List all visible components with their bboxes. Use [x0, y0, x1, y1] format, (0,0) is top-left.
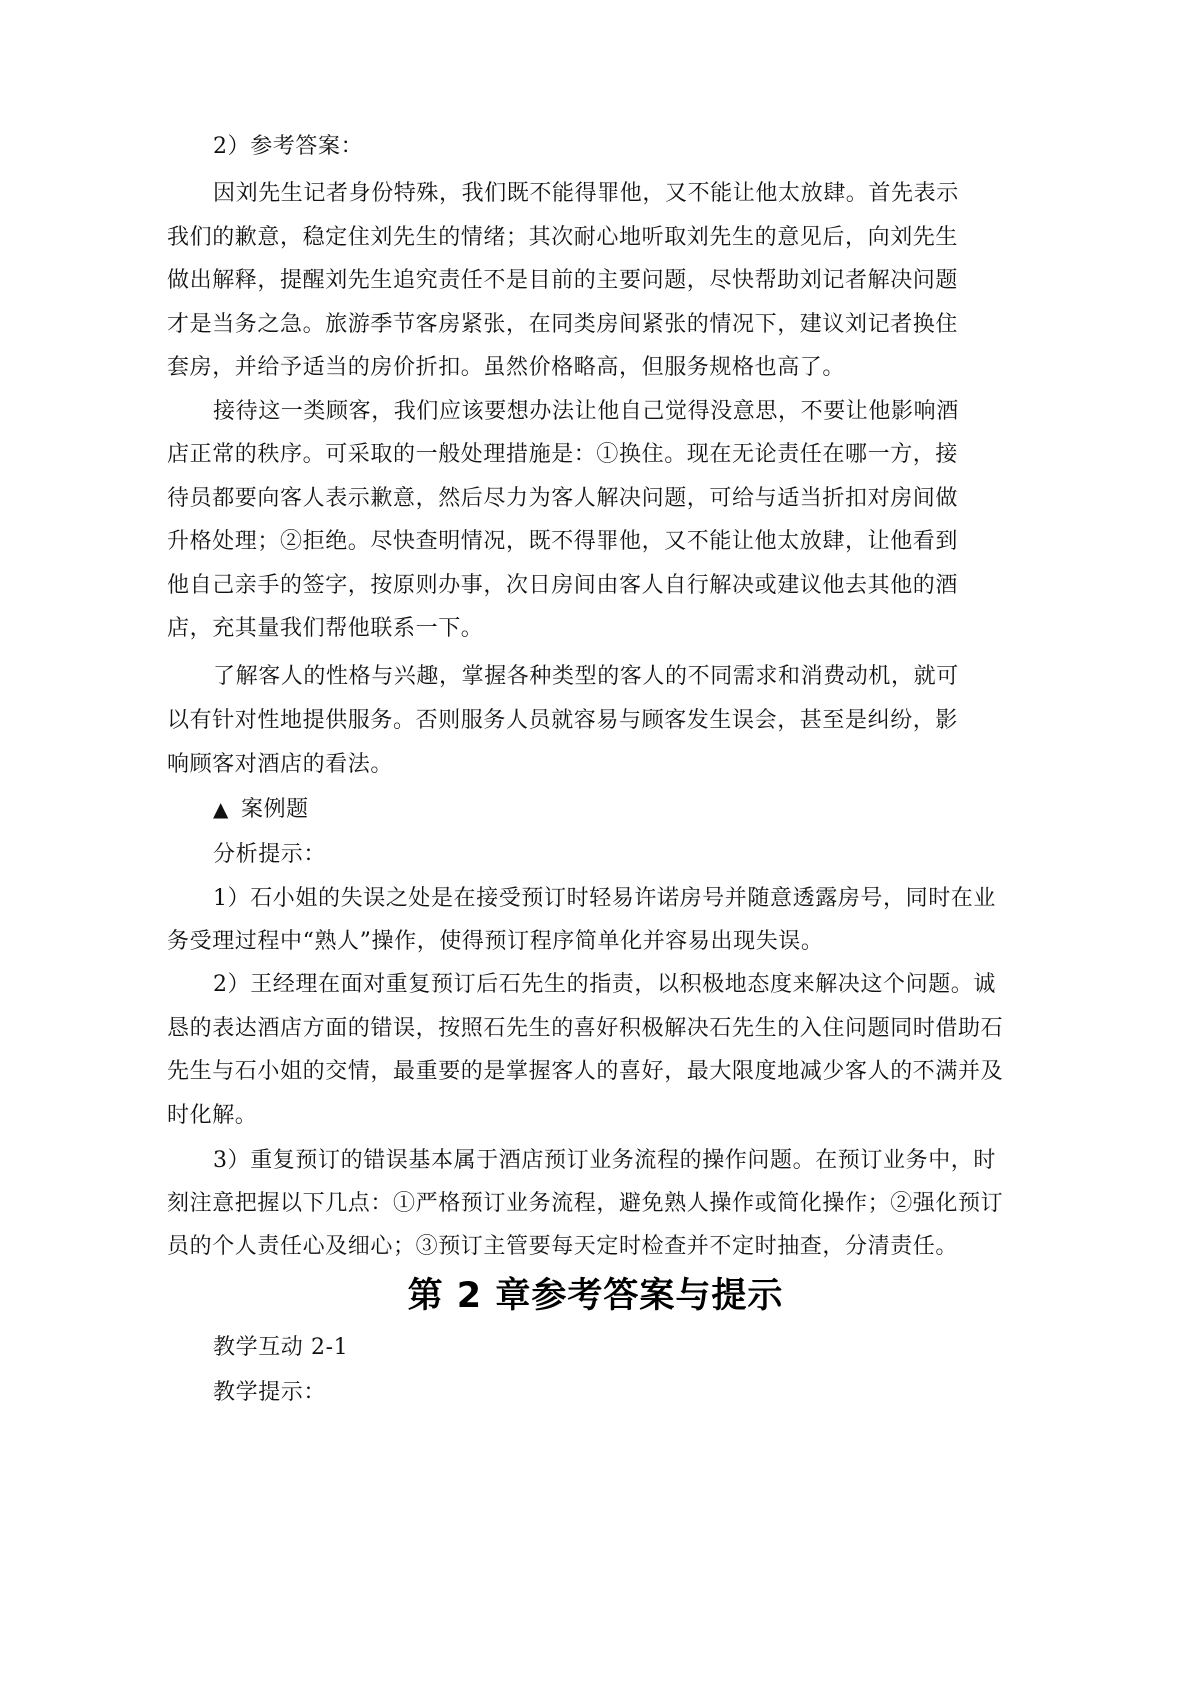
- paragraph-line: 响顾客对酒店的看法。: [167, 752, 394, 777]
- paragraph-line: 我们的歉意，稳定住刘先生的情绪；其次耐心地听取刘先生的意见后，向刘先生: [167, 225, 959, 250]
- chapter-heading: 第 2 章参考答案与提示: [407, 1276, 784, 1316]
- paragraph-line: 店，充其量我们帮他联系一下。: [167, 616, 484, 641]
- paragraph-line: 1）石小姐的失误之处是在接受预订时轻易许诺房号并随意透露房号，同时在业: [213, 886, 996, 911]
- paragraph-line: 务受理过程中“熟人”操作，使得预订程序简单化并容易出现失误。: [167, 929, 824, 954]
- paragraph-line: 以有针对性地提供服务。否则服务人员就容易与顾客发生误会，甚至是纠纷，影: [167, 708, 959, 733]
- paragraph-line: 才是当务之急。旅游季节客房紧张，在同类房间紧张的情况下，建议刘记者换住: [167, 312, 959, 337]
- paragraph-line: 他自己亲手的签字，按原则办事，次日房间由客人自行解决或建议他去其他的酒: [167, 573, 959, 598]
- paragraph-line: 先生与石小姐的交情，最重要的是掌握客人的喜好，最大限度地减少客人的不满并及: [167, 1059, 1004, 1084]
- teaching-hint-label: 教学提示：: [213, 1380, 327, 1405]
- teaching-interaction-label: 教学互动 2-1: [213, 1335, 349, 1360]
- triangle-icon: ▲: [213, 797, 229, 821]
- paragraph-line: 店正常的秩序。可采取的一般处理措施是：①换住。现在无论责任在哪一方，接: [167, 442, 959, 467]
- paragraph-line: 套房，并给予适当的房价折扣。虽然价格略高，但服务规格也高了。: [167, 355, 846, 380]
- case-section-title: 案例题: [240, 797, 309, 822]
- paragraph-line: 升格处理；②拒绝。尽快查明情况，既不得罪他，又不能让他太放肆，让他看到: [167, 529, 959, 554]
- paragraph-line: 2）王经理在面对重复预订后石先生的指责，以积极地态度来解决这个问题。诚: [213, 972, 996, 997]
- paragraph-line: 待员都要向客人表示歉意，然后尽力为客人解决问题，可给与适当折扣对房间做: [167, 486, 959, 511]
- paragraph-line: 恳的表达酒店方面的错误，按照石先生的喜好积极解决石先生的入住问题同时借助石: [167, 1016, 1004, 1041]
- paragraph-line: 刻注意把握以下几点：①严格预订业务流程，避免熟人操作或简化操作；②强化预订: [167, 1191, 1004, 1216]
- paragraph-line: 时化解。: [167, 1103, 258, 1128]
- case-section-label: [213, 794, 309, 825]
- paragraph-line: 了解客人的性格与兴趣，掌握各种类型的客人的不同需求和消费动机，就可: [213, 664, 959, 689]
- paragraph-line: 3）重复预订的错误基本属于酒店预订业务流程的操作问题。在预订业务中，时: [213, 1148, 996, 1173]
- paragraph-line: 员的个人责任心及细心；③预订主管要每天定时检查并不定时抽查，分清责任。: [167, 1234, 959, 1259]
- answer-2-label: 2）参考答案：: [213, 134, 364, 159]
- analysis-hint-label: 分析提示：: [213, 842, 327, 867]
- paragraph-line: 因刘先生记者身份特殊，我们既不能得罪他，又不能让他太放肆。首先表示: [213, 181, 959, 206]
- paragraph-line: 做出解释，提醒刘先生追究责任不是目前的主要问题，尽快帮助刘记者解决问题: [167, 268, 959, 293]
- paragraph-line: 接待这一类顾客，我们应该要想办法让他自己觉得没意思，不要让他影响酒: [213, 399, 959, 424]
